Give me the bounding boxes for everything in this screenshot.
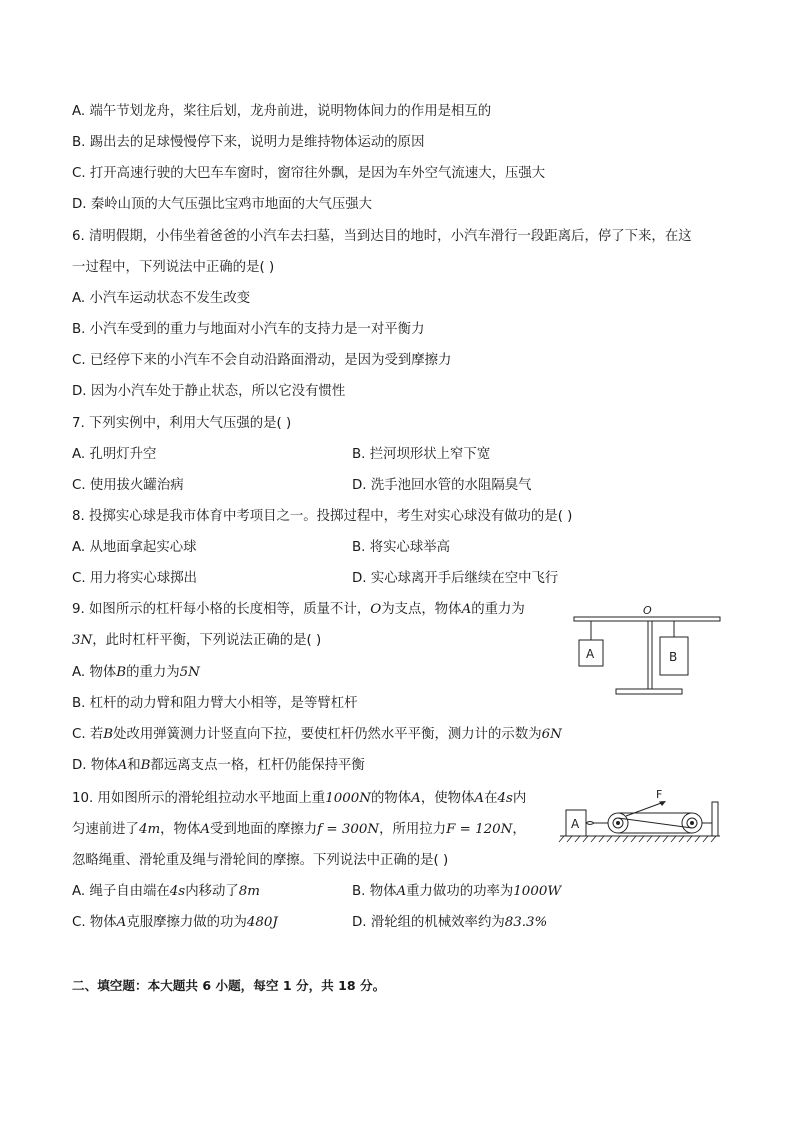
block-b-label: B bbox=[669, 650, 678, 664]
q9-option-c: C. 若B处改用弹簧测力计竖直向下拉，要使杠杆仍然水平平衡，测力计的示数为6N bbox=[72, 727, 562, 742]
q7-stem: 7. 下列实例中，利用大气压强的是( ) bbox=[72, 416, 292, 431]
pivot-label: O bbox=[643, 604, 652, 617]
block-a-label: A bbox=[571, 817, 580, 831]
section-2-heading: 二、填空题：本大题共 6 小题，每空 1 分，共 18 分。 bbox=[72, 978, 386, 993]
q7-option-c: C. 使用拔火罐治病 bbox=[72, 478, 184, 493]
q8-option-d: D. 实心球离开手后继续在空中飞行 bbox=[352, 571, 559, 586]
q5-option-d: D. 秦岭山顶的大气压强比宝鸡市地面的大气压强大 bbox=[72, 197, 373, 212]
q8-option-b: B. 将实心球举高 bbox=[352, 540, 451, 555]
q10-stem-line1: 10. 用如图所示的滑轮组拉动水平地面上重1000N的物体A，使物体A在4s内 bbox=[72, 791, 527, 806]
q6-option-d: D. 因为小汽车处于静止状态，所以它没有惯性 bbox=[72, 384, 346, 399]
pull-rope bbox=[626, 802, 664, 816]
block-a-label: A bbox=[586, 647, 595, 661]
pulley-figure bbox=[556, 788, 726, 848]
q10-option-d: D. 滑轮组的机械效率约为83.3% bbox=[352, 915, 548, 930]
q6-stem-line1: 6. 清明假期，小伟坐着爸爸的小汽车去扫墓，当到达目的地时，小汽车滑行一段距离后，停了下来，在这 bbox=[72, 229, 692, 244]
q6-option-c: C. 已经停下来的小汽车不会自动沿路面滑动，是因为受到摩擦力 bbox=[72, 353, 452, 368]
q6-option-b: B. 小汽车受到的重力与地面对小汽车的支持力是一对平衡力 bbox=[72, 322, 425, 337]
lever-beam bbox=[574, 617, 720, 621]
wall bbox=[712, 802, 718, 836]
q8-option-c: C. 用力将实心球掷出 bbox=[72, 571, 197, 586]
q8-option-a: A. 从地面拿起实心球 bbox=[72, 540, 197, 555]
q9-option-d: D. 物体A和B都远离支点一格，杠杆仍能保持平衡 bbox=[72, 758, 365, 773]
hook bbox=[586, 822, 594, 825]
q9-option-b: B. 杠杆的动力臂和阻力臂大小相等，是等臂杠杆 bbox=[72, 696, 358, 711]
q10-option-b: B. 物体A重力做功的功率为1000W bbox=[352, 884, 562, 899]
q10-stem-line3: 忽略绳重、滑轮重及绳与滑轮间的摩擦。下列说法中正确的是( ) bbox=[72, 853, 449, 868]
q9-stem-line2: 3N，此时杠杆平衡，下列说法正确的是( ) bbox=[72, 633, 322, 648]
ground-hatching bbox=[559, 836, 716, 842]
force-label: F bbox=[656, 788, 663, 801]
q5-option-a: A. 端午节划龙舟，桨往后划，龙舟前进，说明物体间力的作用是相互的 bbox=[72, 104, 492, 119]
q7-option-b: B. 拦河坝形状上窄下宽 bbox=[352, 447, 491, 462]
q6-stem-line2: 一过程中，下列说法中正确的是( ) bbox=[72, 260, 275, 275]
q10-option-a: A. 绳子自由端在4s内移动了8m bbox=[72, 884, 260, 899]
q9-stem-line1: 9. 如图所示的杠杆每小格的长度相等，质量不计，O为支点，物体A的重力为 bbox=[72, 602, 525, 617]
q7-option-a: A. 孔明灯升空 bbox=[72, 447, 157, 462]
lever-figure bbox=[568, 600, 728, 700]
lever-base bbox=[616, 689, 682, 694]
q10-option-c: C. 物体A克服摩擦力做的功为480J bbox=[72, 915, 278, 930]
q7-option-d: D. 洗手池回水管的水阻隔臭气 bbox=[352, 478, 532, 493]
q9-option-a: A. 物体B的重力为5N bbox=[72, 665, 200, 680]
q10-stem-line2: 匀速前进了4m，物体A受到地面的摩擦力f = 300N，所用拉力F = 120N， bbox=[72, 822, 526, 837]
q5-option-b: B. 踢出去的足球慢慢停下来，说明力是维持物体运动的原因 bbox=[72, 135, 425, 150]
q6-option-a: A. 小汽车运动状态不发生改变 bbox=[72, 291, 251, 306]
rope-middle bbox=[618, 818, 692, 828]
q8-stem: 8. 投掷实心球是我市体育中考项目之一。投掷过程中，考生对实心球没有做功的是( ) bbox=[72, 509, 573, 524]
q5-option-c: C. 打开高速行驶的大巴车车窗时，窗帘往外飘，是因为车外空气流速大，压强大 bbox=[72, 166, 546, 181]
